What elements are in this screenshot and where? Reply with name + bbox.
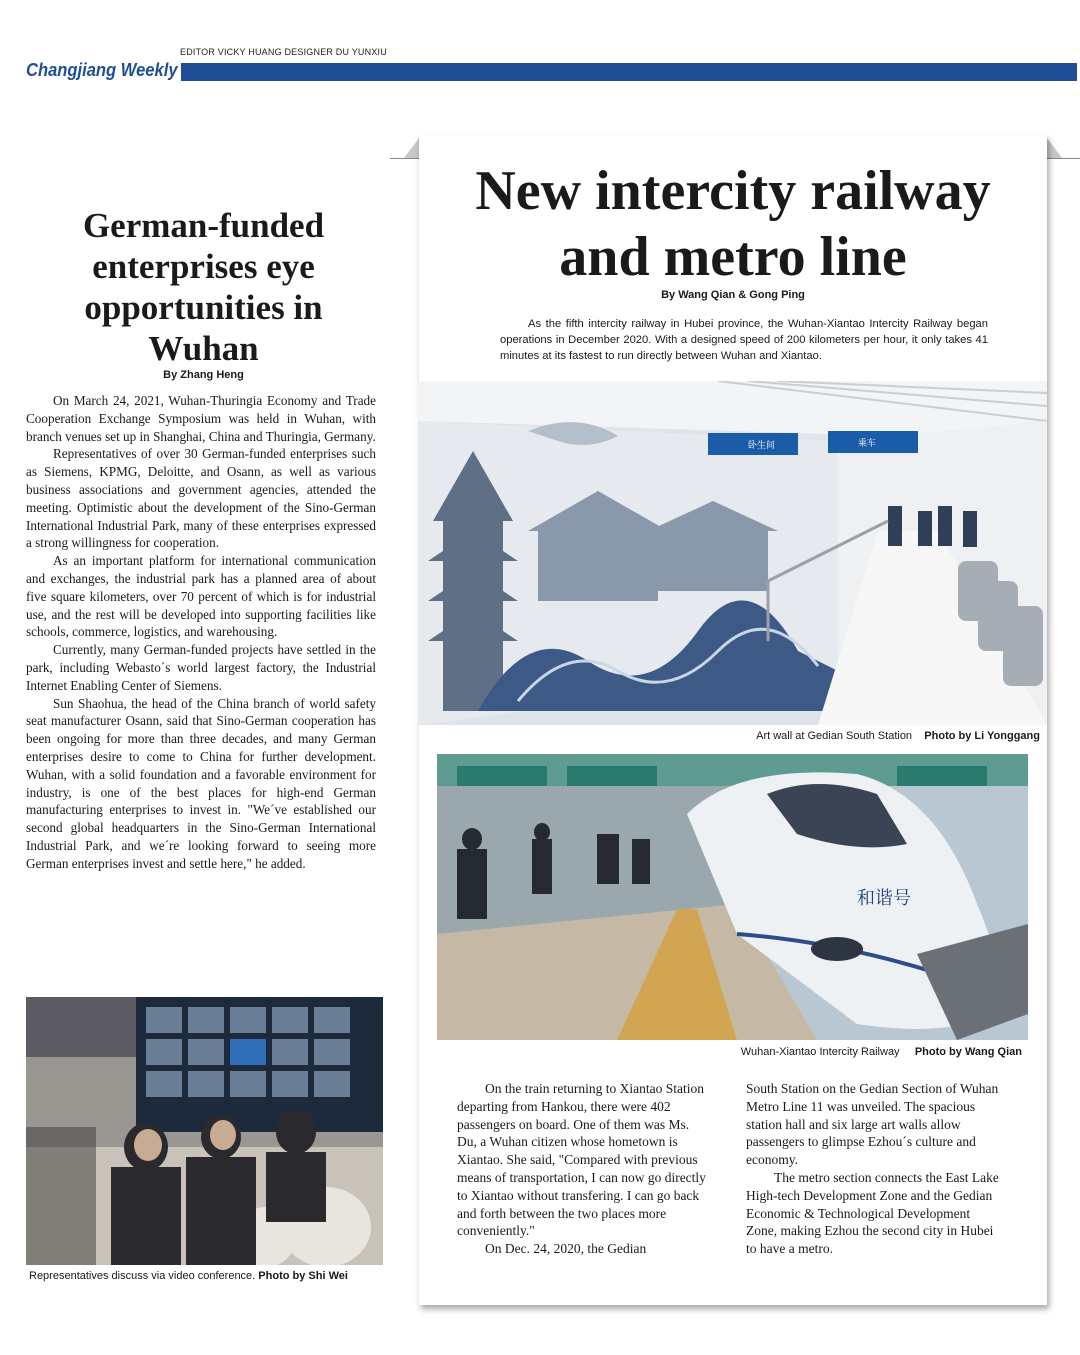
caption-text: Representatives discuss via video conference.	[29, 1270, 256, 1282]
photo-credit: Photo by Wang Qian	[914, 1046, 1022, 1058]
photo-credit: Photo by Shi Wei	[258, 1270, 348, 1282]
editor-credits: EDITOR VICKY HUANG DESIGNER DU YUNXIU	[180, 47, 387, 57]
train-name: 和谐号	[857, 888, 911, 909]
header-bar	[181, 63, 1077, 81]
caption-text: Art wall at Gedian South Station	[756, 730, 913, 742]
paragraph: On the train returning to Xiantao Station departing from Hankou, there were 402 passengers on board. One of them was Ms. Du, a Wuhan citizen whose hometown is Xiantao. She said, "Compared with previous means of transportation, I can now go directly to Xiantao without transfering. I can go back and forth between the two places more conveniently."	[457, 1081, 706, 1239]
toilet-sign: 卧生间	[748, 441, 776, 451]
left-article-body	[26, 392, 376, 873]
right-article-column-b	[746, 1080, 1004, 1258]
brand-logo: Changjiang Weekly	[26, 60, 178, 80]
train-sign: 乘车	[858, 439, 877, 449]
video-conference-photo	[26, 997, 383, 1265]
paragraph: The metro section connects the East Lake High-tech Development Zone and the Gedian Economic & Technological Development Zone, making Ezhou the second city in Hubei to have a metro.	[746, 1169, 999, 1257]
paragraph: South Station on the Gedian Section of Wuhan Metro Line 11 was unveiled. The spacious station hall and six large art walls allow passengers to glimpse Ezhou´s culture and economy.	[746, 1081, 999, 1168]
corner-fold	[1047, 138, 1062, 158]
train-photo	[437, 754, 1028, 1040]
intro-paragraph: As the fifth intercity railway in Hubei province, the Wuhan-Xiantao Intercity Railway began operations in December 2020. With a designed speed of 200 kilometers per hour, it only takes 41 minutes at its fastest to run directly between Wuhan and Xiantao.	[500, 318, 988, 362]
right-article-byline: By Wang Qian & Gong Ping	[661, 289, 805, 301]
photo-credit: Photo by Li Yonggang	[924, 730, 1040, 742]
title-line: and metro line	[559, 226, 907, 288]
train-caption	[437, 1046, 1022, 1058]
left-article-title: German-funded enterprises eye opportunities in Wuhan	[82, 206, 325, 368]
paragraph: Sun Shaohua, the head of the China branch of world safety seat manufacturer Osann, said that Sino-German cooperation has been ongoing for more than three decades, and many German enterprises desire to come to China for further development. Wuhan, with a solid foundation and a favorable environment for industry, is one of the best places for high-end German manufacturing enterprises to invest in. "We´ve established our second global headquarters in the Sino-German International Industrial Park, and we´re looking forward to seeing more German enterprises invest and settle here," he added.	[26, 695, 376, 871]
caption-text: Wuhan-Xiantao Intercity Railway	[740, 1046, 900, 1058]
corner-fold	[404, 138, 419, 158]
paragraph: As an important platform for international communication and exchanges, the industrial park has a planned area of about five square kilometers, over 70 percent of which is for industrial use, and the rest will be developed into supporting facilities like schools, commerce, logistics, and warehousing.	[26, 553, 376, 640]
paragraph: Currently, many German-funded projects have settled in the park, including Webasto´s world largest factory, the Industrial Internet Enabling Center of Siemens.	[26, 642, 376, 693]
left-article-byline: By Zhang Heng	[163, 369, 244, 381]
right-article-column-a	[457, 1080, 710, 1258]
divider	[1047, 158, 1080, 159]
art-wall-photo	[418, 381, 1047, 725]
paragraph: On March 24, 2021, Wuhan-Thuringia Economy and Trade Cooperation Exchange Symposium was held in Wuhan, with branch venues set up in Shanghai, China and Thuringia, Germany.	[26, 393, 376, 444]
paragraph: On Dec. 24, 2020, the Gedian	[485, 1241, 647, 1257]
right-article-title	[419, 158, 1047, 290]
title-line: New intercity railway	[475, 160, 991, 222]
divider	[390, 158, 420, 159]
right-article-intro	[500, 316, 988, 364]
paragraph: Representatives of over 30 German-funded enterprises such as Siemens, KPMG, Deloitte, and Osann, as well as various business associations and government agencies, attended the meeting. Optimistic about the development of the Sino-German International Industrial Park, many of these enterprises expressed a strong willingness for cooperation.	[26, 446, 376, 551]
video-conference-caption	[29, 1270, 348, 1282]
art-wall-caption	[418, 730, 1040, 742]
